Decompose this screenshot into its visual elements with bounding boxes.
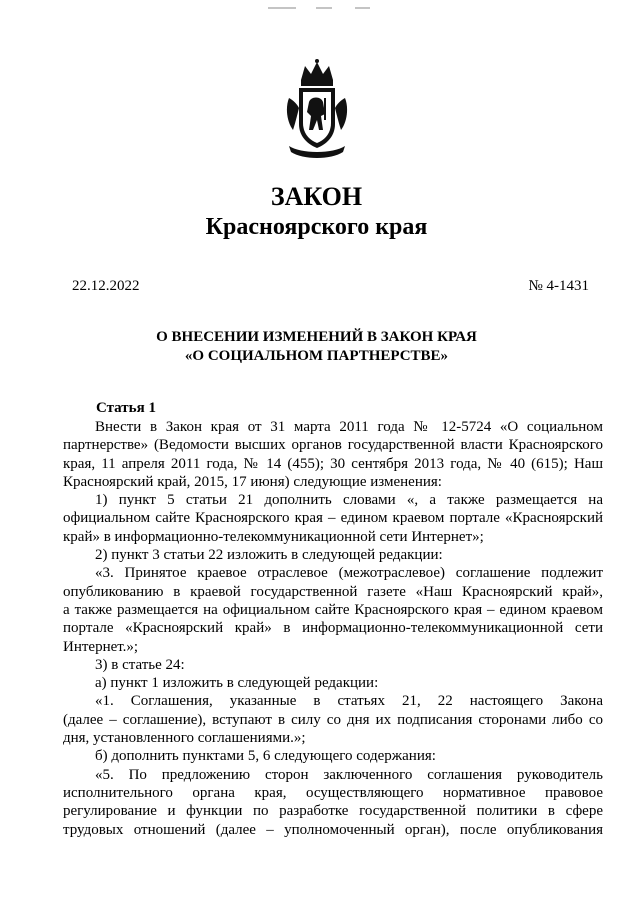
article-body	[63, 418, 603, 839]
body-line: партнерстве» (Ведомости высших органов государственной власти Красноярского	[63, 437, 603, 454]
law-heading-line-1: О ВНЕСЕНИИ ИЗМЕНЕНИЙ В ЗАКОН КРАЯ	[156, 329, 477, 345]
body-line: 2) пункт 3 статьи 22 изложить в следующей редакции:	[95, 547, 443, 564]
law-heading-line-2: «О СОЦИАЛЬНОМ ПАРТНЕРСТВЕ»	[184, 348, 449, 364]
body-line: а) пункт 1 изложить в следующей редакции:	[95, 675, 379, 692]
body-line: дня, установленного соглашениями.»;	[63, 730, 306, 747]
body-line: «5. По предложению сторон заключенного соглашения руководитель	[95, 766, 603, 783]
coat-of-arms-emblem	[283, 58, 351, 162]
body-line: б) дополнить пунктами 5, 6 следующего содержания:	[95, 748, 436, 765]
article-title: Статья 1	[96, 400, 156, 416]
body-line: края, 11 апреля 2011 года, № 14 (455); 30 сентября 2013 года, № 40 (615); Наш	[63, 455, 603, 472]
body-line: Интернет.»;	[63, 638, 139, 655]
body-line: официальном сайте Красноярского края – едином краевом портале «Красноярский	[63, 510, 603, 527]
body-line: Внести в Закон края от 31 марта 2011 года № 12-5724 «О социальном	[95, 419, 603, 435]
body-line: регулирование и функции по разработке государственной политики в сфере	[63, 803, 603, 820]
document-number: № 4-1431	[528, 278, 589, 294]
body-line: 1) пункт 5 статьи 21 дополнить словами «, а также размещается на	[95, 492, 603, 509]
body-line: а также размещается на официальном сайте Красноярского края – едином краевом	[63, 601, 603, 618]
body-line: исполнительного органа края, осуществляющего нормативное правовое	[63, 784, 603, 801]
top-scan-marks	[0, 0, 633, 6]
body-line: трудовых отношений (далее – уполномоченный орган), после опубликования	[63, 821, 603, 838]
body-line: портале «Красноярский край» в информационно-телекоммуникационной сети	[63, 620, 603, 637]
document-title: ЗАКОН	[270, 182, 363, 211]
body-line: край» в информационно-телекоммуникационной сети Интернет»;	[63, 528, 484, 545]
body-line: «3. Принятое краевое отраслевое (межотраслевое) соглашение подлежит	[95, 565, 603, 582]
body-line: (далее – соглашение), вступают в силу со дня их подписания сторонами либо со	[63, 711, 603, 728]
body-line: «1. Соглашения, указанные в статьях 21, 22 настоящего Закона	[95, 693, 603, 710]
body-line: 3) в статье 24:	[95, 656, 185, 673]
body-line: опубликованию в краевой государственной газете «Наш Красноярский край»,	[63, 583, 603, 600]
document-date: 22.12.2022	[72, 278, 140, 294]
body-line: Красноярский край, 2015, 17 июня) следующие изменения:	[63, 473, 442, 490]
document-subtitle: Красноярского края	[205, 214, 428, 240]
